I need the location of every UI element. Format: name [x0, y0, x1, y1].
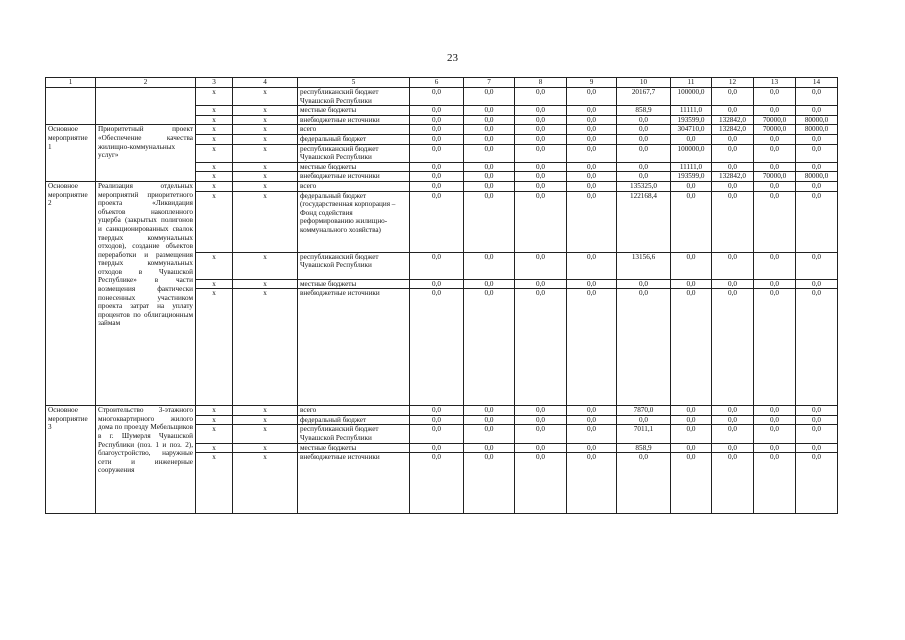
column-4-cell: х — [233, 415, 298, 425]
amount-cell: 0,0 — [754, 415, 796, 425]
measure-description-cell: Реализация отдельных мероприятий приоритетного проекта «Ликвидация объектов накопленного ущерба (закрытых полигонов и санкционированных свалок твердых коммунальных отходов), создание объектов переработки и размещения твердых коммунальных отходов в Чувашской Республике» в части возмещения фактически понесенных участником проекта затрат на уплату процентов по облигационным займам — [96, 181, 196, 405]
amount-cell: 193599,0 — [671, 172, 712, 182]
amount-cell: 0,0 — [617, 162, 671, 172]
header-cell: 8 — [515, 78, 567, 88]
amount-cell: 0,0 — [754, 425, 796, 443]
amount-cell: 0,0 — [567, 115, 617, 125]
table-row — [46, 181, 838, 191]
amount-cell: 0,0 — [754, 134, 796, 144]
amount-cell: 0,0 — [515, 172, 567, 182]
amount-cell: 0,0 — [464, 289, 515, 406]
amount-cell: 0,0 — [617, 134, 671, 144]
amount-cell: 0,0 — [712, 425, 754, 443]
amount-cell: 0,0 — [410, 134, 464, 144]
funding-source-cell: местные бюджеты — [298, 162, 410, 172]
amount-cell: 70000,0 — [754, 172, 796, 182]
amount-cell: 0,0 — [754, 162, 796, 172]
amount-cell: 0,0 — [617, 144, 671, 162]
column-3-cell: х — [196, 181, 233, 191]
column-4-cell: х — [233, 88, 298, 106]
column-3-cell: х — [196, 88, 233, 106]
column-3-cell: х — [196, 106, 233, 116]
amount-cell: 0,0 — [796, 181, 838, 191]
amount-cell: 0,0 — [712, 191, 754, 252]
column-3-cell: х — [196, 125, 233, 135]
column-3-cell: х — [196, 279, 233, 289]
amount-cell: 0,0 — [410, 425, 464, 443]
funding-source-cell: местные бюджеты — [298, 106, 410, 116]
amount-cell: 0,0 — [712, 162, 754, 172]
column-4-cell: х — [233, 279, 298, 289]
measure-name-cell: Основное мероприятие 2 — [46, 181, 96, 405]
column-3-cell: х — [196, 415, 233, 425]
amount-cell: 0,0 — [464, 279, 515, 289]
column-4-cell: х — [233, 191, 298, 252]
amount-cell: 0,0 — [567, 252, 617, 279]
amount-cell: 13156,6 — [617, 252, 671, 279]
table-row — [46, 88, 838, 106]
amount-cell: 0,0 — [464, 181, 515, 191]
column-4-cell: х — [233, 172, 298, 182]
amount-cell: 0,0 — [671, 181, 712, 191]
column-4-cell: х — [233, 125, 298, 135]
amount-cell: 0,0 — [410, 443, 464, 453]
amount-cell: 858,9 — [617, 106, 671, 116]
amount-cell: 0,0 — [796, 415, 838, 425]
measure-name-cell: Основное мероприятие 1 — [46, 125, 96, 182]
amount-cell: 0,0 — [671, 134, 712, 144]
column-4-cell: х — [233, 144, 298, 162]
amount-cell: 0,0 — [754, 144, 796, 162]
amount-cell: 0,0 — [567, 415, 617, 425]
header-cell: 7 — [464, 78, 515, 88]
amount-cell: 0,0 — [464, 88, 515, 106]
column-3-cell: х — [196, 144, 233, 162]
funding-source-cell: внебюджетные источники — [298, 289, 410, 406]
amount-cell: 100000,0 — [671, 144, 712, 162]
amount-cell: 0,0 — [515, 144, 567, 162]
amount-cell: 0,0 — [410, 252, 464, 279]
header-cell: 5 — [298, 78, 410, 88]
amount-cell: 20167,7 — [617, 88, 671, 106]
amount-cell: 0,0 — [671, 406, 712, 416]
amount-cell: 0,0 — [515, 115, 567, 125]
amount-cell: 0,0 — [567, 106, 617, 116]
amount-cell: 0,0 — [796, 453, 838, 514]
table-row — [46, 125, 838, 135]
amount-cell: 0,0 — [754, 289, 796, 406]
funding-source-cell: внебюджетные источники — [298, 453, 410, 514]
amount-cell: 0,0 — [410, 88, 464, 106]
amount-cell: 0,0 — [796, 106, 838, 116]
funding-source-cell: местные бюджеты — [298, 279, 410, 289]
amount-cell: 0,0 — [515, 289, 567, 406]
amount-cell: 0,0 — [464, 406, 515, 416]
amount-cell: 0,0 — [796, 289, 838, 406]
amount-cell: 0,0 — [567, 181, 617, 191]
amount-cell: 0,0 — [464, 134, 515, 144]
amount-cell: 0,0 — [464, 144, 515, 162]
funding-source-cell: внебюджетные источники — [298, 172, 410, 182]
amount-cell: 0,0 — [796, 425, 838, 443]
amount-cell: 0,0 — [410, 191, 464, 252]
amount-cell: 0,0 — [567, 289, 617, 406]
amount-cell: 0,0 — [515, 134, 567, 144]
amount-cell: 0,0 — [567, 406, 617, 416]
amount-cell: 0,0 — [464, 172, 515, 182]
amount-cell: 304710,0 — [671, 125, 712, 135]
amount-cell: 0,0 — [671, 279, 712, 289]
column-3-cell: х — [196, 406, 233, 416]
funding-source-cell: республиканский бюджет Чувашской Республики — [298, 88, 410, 106]
column-4-cell: х — [233, 181, 298, 191]
amount-cell: 0,0 — [410, 406, 464, 416]
column-3-cell: х — [196, 115, 233, 125]
amount-cell: 0,0 — [464, 162, 515, 172]
amount-cell: 11111,0 — [671, 106, 712, 116]
header-cell: 11 — [671, 78, 712, 88]
header-cell: 2 — [96, 78, 196, 88]
amount-cell: 0,0 — [712, 144, 754, 162]
amount-cell: 858,9 — [617, 443, 671, 453]
amount-cell: 0,0 — [712, 289, 754, 406]
amount-cell: 0,0 — [464, 252, 515, 279]
funding-source-cell: республиканский бюджет Чувашской Республики — [298, 144, 410, 162]
header-cell: 10 — [617, 78, 671, 88]
amount-cell: 0,0 — [617, 453, 671, 514]
amount-cell: 0,0 — [617, 172, 671, 182]
amount-cell: 0,0 — [754, 88, 796, 106]
measure-name-cell — [46, 88, 96, 125]
column-3-cell: х — [196, 453, 233, 514]
funding-source-cell: республиканский бюджет Чувашской Республики — [298, 252, 410, 279]
amount-cell: 0,0 — [410, 115, 464, 125]
funding-source-cell: всего — [298, 125, 410, 135]
amount-cell: 0,0 — [515, 443, 567, 453]
amount-cell: 0,0 — [515, 125, 567, 135]
column-4-cell: х — [233, 115, 298, 125]
amount-cell: 0,0 — [712, 106, 754, 116]
amount-cell: 0,0 — [515, 252, 567, 279]
amount-cell: 0,0 — [410, 181, 464, 191]
amount-cell: 0,0 — [712, 134, 754, 144]
amount-cell: 0,0 — [410, 144, 464, 162]
measure-description-cell — [96, 88, 196, 125]
amount-cell: 0,0 — [796, 443, 838, 453]
table-body — [46, 78, 838, 514]
amount-cell: 0,0 — [515, 415, 567, 425]
amount-cell: 0,0 — [617, 125, 671, 135]
amount-cell: 0,0 — [410, 172, 464, 182]
amount-cell: 0,0 — [464, 443, 515, 453]
funding-source-cell: федеральный бюджет (государственная корпорация – Фонд содействия реформированию жилищно-коммунального хозяйства) — [298, 191, 410, 252]
amount-cell: 0,0 — [464, 425, 515, 443]
column-4-cell: х — [233, 106, 298, 116]
amount-cell: 0,0 — [754, 279, 796, 289]
amount-cell: 0,0 — [567, 279, 617, 289]
amount-cell: 80000,0 — [796, 172, 838, 182]
amount-cell: 0,0 — [671, 415, 712, 425]
amount-cell: 0,0 — [464, 115, 515, 125]
amount-cell: 0,0 — [712, 88, 754, 106]
amount-cell: 100000,0 — [671, 88, 712, 106]
amount-cell: 0,0 — [464, 453, 515, 514]
amount-cell: 0,0 — [796, 134, 838, 144]
amount-cell: 0,0 — [754, 453, 796, 514]
measure-description-cell: Строительство 3-этажного многоквартирного жилого дома по проезду Мебельщиков в г. Шумерля Чувашской Республики (поз. 1 и поз. 2), благоустройство, наружные сети и инженерные сооружения — [96, 406, 196, 514]
amount-cell: 0,0 — [617, 289, 671, 406]
amount-cell: 0,0 — [464, 106, 515, 116]
amount-cell: 0,0 — [515, 181, 567, 191]
amount-cell: 0,0 — [796, 252, 838, 279]
amount-cell: 0,0 — [796, 406, 838, 416]
amount-cell: 70000,0 — [754, 115, 796, 125]
amount-cell: 80000,0 — [796, 125, 838, 135]
amount-cell: 0,0 — [712, 252, 754, 279]
amount-cell: 0,0 — [671, 425, 712, 443]
amount-cell: 0,0 — [617, 115, 671, 125]
amount-cell: 0,0 — [617, 279, 671, 289]
amount-cell: 0,0 — [712, 443, 754, 453]
funding-source-cell: республиканский бюджет Чувашской Республики — [298, 425, 410, 443]
column-3-cell: х — [196, 162, 233, 172]
amount-cell: 0,0 — [515, 453, 567, 514]
amount-cell: 0,0 — [515, 106, 567, 116]
column-3-cell: х — [196, 252, 233, 279]
amount-cell: 0,0 — [671, 453, 712, 514]
amount-cell: 0,0 — [671, 443, 712, 453]
header-cell: 14 — [796, 78, 838, 88]
amount-cell: 122168,4 — [617, 191, 671, 252]
column-3-cell: х — [196, 172, 233, 182]
header-cell: 6 — [410, 78, 464, 88]
budget-table — [45, 77, 838, 514]
funding-source-cell: внебюджетные источники — [298, 115, 410, 125]
amount-cell: 0,0 — [567, 443, 617, 453]
amount-cell: 0,0 — [671, 191, 712, 252]
funding-source-cell: всего — [298, 406, 410, 416]
measure-description-cell: Приоритетный проект «Обеспечение качества жилищно-коммунальных услуг» — [96, 125, 196, 182]
amount-cell: 0,0 — [464, 125, 515, 135]
amount-cell: 193599,0 — [671, 115, 712, 125]
amount-cell: 7870,0 — [617, 406, 671, 416]
amount-cell: 0,0 — [567, 191, 617, 252]
amount-cell: 0,0 — [410, 106, 464, 116]
amount-cell: 0,0 — [515, 425, 567, 443]
funding-source-cell: местные бюджеты — [298, 443, 410, 453]
column-4-cell: х — [233, 453, 298, 514]
amount-cell: 0,0 — [754, 191, 796, 252]
amount-cell: 132842,0 — [712, 172, 754, 182]
amount-cell: 0,0 — [567, 425, 617, 443]
amount-cell: 0,0 — [567, 162, 617, 172]
amount-cell: 0,0 — [567, 88, 617, 106]
amount-cell: 0,0 — [567, 453, 617, 514]
column-3-cell: х — [196, 443, 233, 453]
amount-cell: 0,0 — [410, 279, 464, 289]
amount-cell: 0,0 — [515, 162, 567, 172]
page-number: 23 — [447, 52, 458, 64]
amount-cell: 0,0 — [410, 125, 464, 135]
header-cell: 13 — [754, 78, 796, 88]
amount-cell: 0,0 — [567, 172, 617, 182]
measure-name-cell: Основное мероприятие 3 — [46, 406, 96, 514]
amount-cell: 0,0 — [515, 191, 567, 252]
amount-cell: 0,0 — [515, 279, 567, 289]
header-cell: 9 — [567, 78, 617, 88]
amount-cell: 0,0 — [410, 453, 464, 514]
column-4-cell: х — [233, 252, 298, 279]
amount-cell: 70000,0 — [754, 125, 796, 135]
amount-cell: 0,0 — [617, 415, 671, 425]
amount-cell: 80000,0 — [796, 115, 838, 125]
amount-cell: 0,0 — [671, 289, 712, 406]
column-4-cell: х — [233, 406, 298, 416]
column-3-cell: х — [196, 134, 233, 144]
header-cell: 4 — [233, 78, 298, 88]
column-4-cell: х — [233, 443, 298, 453]
amount-cell: 7011,1 — [617, 425, 671, 443]
column-3-cell: х — [196, 289, 233, 406]
funding-source-cell: федеральный бюджет — [298, 415, 410, 425]
amount-cell: 0,0 — [712, 406, 754, 416]
amount-cell: 132842,0 — [712, 125, 754, 135]
column-4-cell: х — [233, 425, 298, 443]
amount-cell: 0,0 — [796, 88, 838, 106]
amount-cell: 0,0 — [796, 162, 838, 172]
amount-cell: 0,0 — [754, 181, 796, 191]
amount-cell: 0,0 — [515, 406, 567, 416]
amount-cell: 0,0 — [712, 279, 754, 289]
column-4-cell: х — [233, 134, 298, 144]
header-cell: 1 — [46, 78, 96, 88]
amount-cell: 11111,0 — [671, 162, 712, 172]
header-cell: 3 — [196, 78, 233, 88]
amount-cell: 0,0 — [754, 443, 796, 453]
column-4-cell: х — [233, 289, 298, 406]
amount-cell: 0,0 — [796, 191, 838, 252]
amount-cell: 0,0 — [712, 453, 754, 514]
amount-cell: 0,0 — [796, 279, 838, 289]
amount-cell: 0,0 — [754, 252, 796, 279]
table-row — [46, 406, 838, 416]
column-3-cell: х — [196, 425, 233, 443]
amount-cell: 0,0 — [712, 415, 754, 425]
amount-cell: 0,0 — [796, 144, 838, 162]
amount-cell: 0,0 — [410, 289, 464, 406]
funding-source-cell: федеральный бюджет — [298, 134, 410, 144]
amount-cell: 0,0 — [712, 181, 754, 191]
amount-cell: 0,0 — [464, 415, 515, 425]
table-header-row — [46, 78, 838, 88]
amount-cell: 0,0 — [567, 144, 617, 162]
amount-cell: 0,0 — [464, 191, 515, 252]
amount-cell: 132842,0 — [712, 115, 754, 125]
amount-cell: 0,0 — [567, 134, 617, 144]
amount-cell: 0,0 — [410, 415, 464, 425]
amount-cell: 135325,0 — [617, 181, 671, 191]
funding-source-cell: всего — [298, 181, 410, 191]
amount-cell: 0,0 — [515, 88, 567, 106]
header-cell: 12 — [712, 78, 754, 88]
amount-cell: 0,0 — [671, 252, 712, 279]
column-3-cell: х — [196, 191, 233, 252]
amount-cell: 0,0 — [754, 106, 796, 116]
amount-cell: 0,0 — [754, 406, 796, 416]
amount-cell: 0,0 — [410, 162, 464, 172]
amount-cell: 0,0 — [567, 125, 617, 135]
column-4-cell: х — [233, 162, 298, 172]
